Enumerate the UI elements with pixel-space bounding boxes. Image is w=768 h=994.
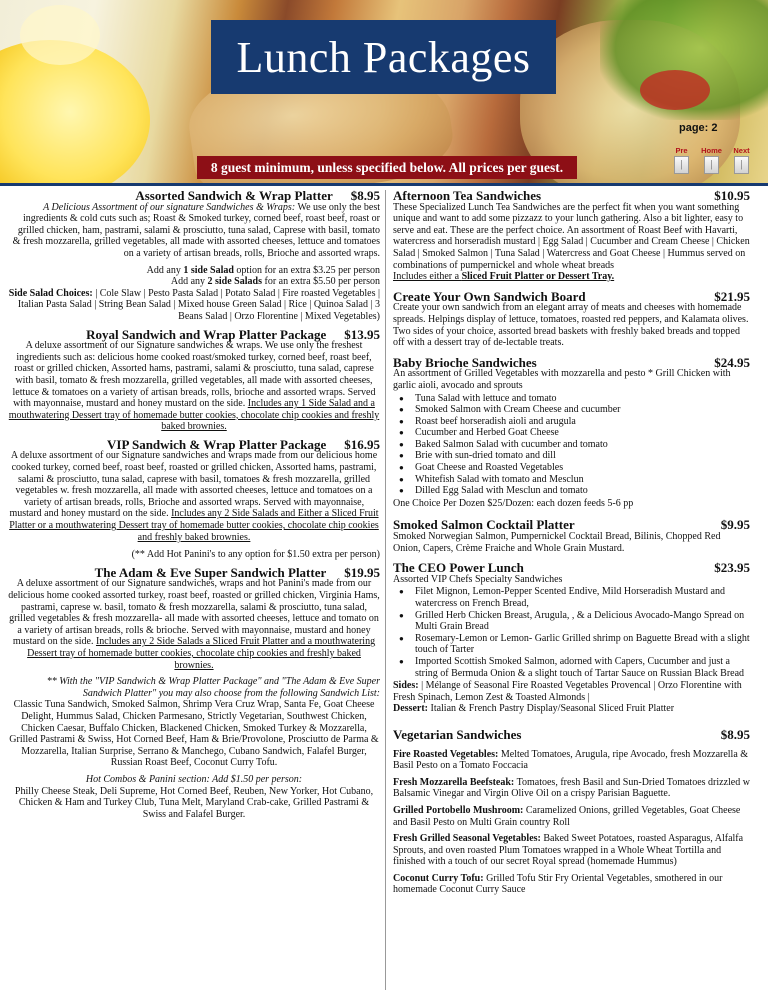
add-option-1: Add any 1 side Salad option for an extra $3.25 per person (146, 264, 380, 276)
left-column (8, 190, 380, 826)
prev-page-icon: | (674, 156, 689, 174)
section-price: $16.95 (344, 436, 380, 452)
nav-next-label: Next (733, 146, 750, 155)
ceo-section (393, 562, 750, 715)
section-desc: Assorted VIP Chefs Specialty Sandwiches (393, 573, 563, 585)
banner: 8 guest minimum, unless specified below. All prices per guest. (197, 156, 577, 179)
adam-eve-section (8, 564, 380, 820)
section-desc: A deluxe assortment of our Signature sandwiches, wraps and hot Panini's made from our delicious home cooked assorted turkey, roast beef, roasted or grilled chicken, Virginia Hams, pastrami, caprese w. basil, tomato & fresh mozzarella, salami & prosciutto, tuna salad, grilled vegetables & fresh mozzarella- all made with assorted cheeses, lettuce and tomato on a variety of artisan breads, rolls & brioche. Served with mayonnaise, mustard and honey mustard on the side. Includes any 2 Side Salads a Sliced Fruit Platter and a mouthwatering Dessert tray of homemade butter cookies, chocolate chip cookies and freshly baked brownies. (8, 578, 380, 671)
brioche-note: One Choice Per Dozen $25/Dozen: each dozen feeds 5-6 pp (393, 497, 634, 509)
section-title: The CEO Power Lunch (393, 560, 524, 576)
veg-item: Coconut Curry Tofu: Grilled Tofu Stir Fry Oriental Vegetables, smothered in our homemade Coconut Curry Sauce (393, 872, 723, 896)
section-desc: Smoked Norwegian Salmon, Pumpernickel Cocktail Bread, Bilinis, Chopped Red Onion, Capers, Crème Fraiche and Whole Grain Mustard. (393, 531, 721, 554)
section-desc: Create your own sandwich from an elegant array of meats and cheeses with homemade spreads. Helpings display of lettuce, tomatoes, roasted red peppers, and Kalamata olives. Two sides of your choice, assorted bread baskets with freshly baked breads and topped off with a dessert tray of de-lectable treats. (393, 302, 749, 349)
board-section (393, 288, 750, 349)
add-option-2: Add any 2 side Salads for an extra $5.50 per person (170, 276, 380, 288)
list-item: ● Smoked Salmon with Cream Cheese and cucumber (399, 404, 750, 416)
veg-item: Fresh Mozzarella Beefsteak: Tomatoes, fresh Basil and Sun-Dried Tomatoes drizzled w Balsamic Vinegar and Virgin Olive Oil on a crispy Parisian Baguette. (393, 776, 750, 800)
list-item: ● Tuna Salad with lettuce and tomato (399, 393, 750, 405)
section-price: $24.95 (714, 354, 750, 370)
section-price: $8.95 (350, 188, 380, 203)
header-rule (0, 183, 768, 186)
page-title: Lunch Packages (236, 32, 531, 82)
assorted-section (8, 190, 380, 323)
nav-next-button[interactable] (728, 146, 755, 174)
section-title: Smoked Salmon Cocktail Platter (393, 517, 575, 533)
section-desc: A deluxe assortment of our Signature sandwiches & wraps. We use only the freshest ingredients such as: delicious home cooked roast/smoked turkey, corned beef, roast beef, roast or grilled chicken, Assorted hams, pastrami, salami & prosciutto, tuna salad, caprese with basil, tomato & fresh mozzarella, grilled vegetables, all made with assorted cheeses, lettuce & tomatoes on a variety of artisan breads, rolls, brioche and assorted wraps. Served with mayonnaise, mustard and honey mustard on the side. Includes any 1 Side Salad and a mouthwatering Dessert tray of homemade butter cookies, chocolate chip cookies and freshly baked brownies. (8, 340, 380, 433)
list-item: ● Goat Cheese and Roasted Vegetables (399, 462, 750, 474)
desc-text: We use only the best ingredients & cold cuts such as; Roast & Smoked turkey, corned beef, roast beef, roast or grilled chicken, ham, pastrami, salami & prosciutto, tuna salad, Caprese with basil, tomato & fresh mozzarella, grilled vegetables, all made with assorted cheeses, lettuce and tomatoes on a variety of artisan breads, rolls, Brioche and assorted wraps. (12, 201, 380, 259)
page-number: page: 2 (679, 122, 718, 134)
list-item: ● Grilled Herb Chicken Breast, Arugula, , & a Delicious Avocado-Mango Spread on Multi Grain Bread (399, 610, 750, 633)
list-item: ● Cucumber and Herbed Goat Cheese (399, 427, 750, 439)
tea-section (393, 190, 750, 283)
includes-link: Includes any 2 Side Salads a Sliced Fruit Platter and a mouthwatering Dessert tray of homemade butter cookies, chocolate chip cookies and freshly baked brownies. (27, 636, 376, 671)
list-item: ● Dilled Egg Salad with Mesclun and tomato (399, 485, 750, 497)
list-item: ● Whitefish Salad with tomato and Mesclun (399, 474, 750, 486)
hot-combos-list: Philly Cheese Steak, Deli Supreme, Hot Corned Beef, Reuben, New Yorker, Hot Cubano, Chicken & Ham and Turkey Club, Tuna Melt, Maryland Crab-cake, Grilled Pastrami & Swiss and Falafel Burger. (14, 785, 374, 820)
list-item: ● Filet Mignon, Lemon-Pepper Scented Endive, Mild Horseradish Mustard and watercress on French Bread, (399, 586, 750, 609)
list-item: ● Roast beef horseradish aioli and arugula (399, 416, 750, 428)
section-desc: An assortment of Grilled Vegetables with mozzarella and pesto * Grill Chicken with garlic aioli, avocado and sprouts (393, 368, 731, 391)
home-page-icon: | (704, 156, 719, 174)
column-divider (385, 190, 386, 990)
desc-intro: A Delicious Assortment of our signature Sandwiches & Wraps: (43, 201, 296, 213)
ceo-list (399, 586, 750, 679)
section-desc (8, 202, 380, 260)
section-desc: A deluxe assortment of our Signature sandwiches and wraps made from our delicious home cooked turkey, corned beef, roast beef, roasted or grilled chicken, Assorted hams, pastrami, salami & prosciutto, tuna salad, caprese with basil, tomatoes & fresh mozzarella, grilled vegetables w. fresh mozzarella, all made with assorted cheeses, lettuce and tomatoes on a variety of artisan breads, rolls, Brioche and assorted wraps. Served with mayonnaise, mustard and honey mustard on the side. Includes any 2 Side Salads and Either a Sliced Fruit Platter or a mouthwatering Dessert tray of homemade butter cookies, chocolate chip cookies and freshly baked brownies. (9, 450, 379, 543)
section-title: Assorted Sandwich & Wrap Platter (135, 188, 333, 203)
brioche-list (399, 393, 750, 497)
section-title: Vegetarian Sandwiches (393, 726, 522, 742)
section-title: VIP Sandwich & Wrap Platter Package (107, 436, 327, 452)
royal-section (8, 326, 380, 433)
salmon-section (393, 519, 750, 554)
nav-home-button[interactable] (698, 146, 725, 174)
side-salad-choices: Side Salad Choices: | Cole Slaw | Pesto Pasta Salad | Potato Salad | Fire roasted Vegetables | Italian Pasta Salad | String Bean Salad | Mixed house Green Salad | Rice | Quinoa Salad | 3 Beans Salad | Orzo Florentine | Mixed Vegetables) (8, 287, 380, 322)
section-price: $10.95 (714, 188, 750, 203)
lemon-highlight (20, 5, 100, 65)
list-item: ● Rosemary-Lemon or Lemon- Garlic Grilled shrimp on Baguette Bread with a slight touch of Tarter (399, 633, 750, 656)
section-title: The Adam & Eve Super Sandwich Platter (94, 564, 327, 580)
section-title: Afternoon Tea Sandwiches (393, 188, 542, 203)
sandwich-list: Classic Tuna Sandwich, Smoked Salmon, Shrimp Vera Cruz Wrap, Santa Fe, Goat Cheese Delight, Hummus Salad, Chicken Parmesano, Strictly Vegetarian, Southwest Chicken, Chicken Caesar, Buffalo Chicken, Blackened Chicken, Smoked Turkey & Mozzarella, Grilled Pastrami & Swiss, Hot Corned Beef, Ham & Brie/Provolone, Prosciutto de Parma & Mozzarella, Italian Surprise, Serrano & Manchego, Cubano Sandwich, Falafel Burger, Russian Roast Beef, Coconut Curry Tofu. (9, 699, 379, 769)
sandwich-list-intro: ** With the "VIP Sandwich & Wrap Platter Package" and "The Adam & Eve Super Sandwich Platter" you may also choose from the following Sandwich List: (46, 676, 380, 699)
right-column (393, 190, 750, 902)
page-nav (668, 146, 755, 174)
list-item: ● Baked Salmon Salad with cucumber and tomato (399, 439, 750, 451)
list-item: ● Brie with sun-dried tomato and dill (399, 450, 750, 462)
hot-combos-intro: Hot Combos & Panini section: Add $1.50 per person: (85, 773, 303, 785)
nav-prev-label: Pre (675, 146, 688, 155)
section-price: $23.95 (714, 560, 750, 576)
next-page-icon: | (734, 156, 749, 174)
includes-link: Includes any 2 Side Salads and Either a Sliced Fruit Platter or a mouthwatering Dessert tray of homemade butter cookies, chocolate chip cookies and freshly baked brownies. (9, 508, 379, 543)
veg-item: Fresh Grilled Seasonal Vegetables: Baked Sweet Potatoes, roasted Asparagus, Alfalfa Sprouts, and oven roasted Plum Tomatoes wrapped in a Whole Wheat Tortilla and finished with a touch of our secret Royal spread (homemade Hummus) (393, 833, 744, 868)
list-item: ● Imported Scottish Smoked Salmon, adorned with Capers, Cucumber and just a string of Bermuda Onion & a slight touch of Tartar Sauce on Russian Black Bread (399, 656, 750, 679)
nav-prev-button[interactable] (668, 146, 695, 174)
section-title: Create Your Own Sandwich Board (393, 288, 586, 304)
vip-section (8, 436, 380, 561)
section-price: $13.95 (344, 326, 380, 342)
title-box (211, 20, 556, 94)
panini-note: (** Add Hot Panini's to any option for $1.50 extra per person) (131, 549, 380, 561)
nav-home-label: Home (701, 146, 722, 155)
ceo-sides: Sides: | Mélange of Seasonal Fire Roasted Vegetables Provencal | Orzo Florentine with Fresh Spinach, Lemon Zest & Toasted Almonds | (393, 680, 742, 703)
section-title: Baby Brioche Sandwiches (393, 354, 537, 370)
section-price: $8.95 (720, 726, 750, 742)
section-title: Royal Sandwich and Wrap Platter Package (86, 326, 327, 342)
section-price: $21.95 (714, 288, 750, 304)
section-price: $19.95 (344, 564, 380, 580)
section-price: $9.95 (720, 517, 750, 533)
includes-link: Includes any 1 Side Salad and a mouthwatering Dessert tray of homemade butter cookies, chocolate chip cookies and freshly baked brownies. (8, 398, 380, 433)
veg-item: Fire Roasted Vegetables: Melted Tomatoes, Arugula, ripe Avocado, fresh Mozzarella & Basil Pesto on a Tomato Foccacia (393, 748, 749, 772)
section-desc: These Specialized Lunch Tea Sandwiches are the perfect fit when you want something unique and want to add some pizzazz to your lunch gathering. Also a bit lighter, easy to serve and eat. These are the perfect choice. An assortment of Roast Beef with Havarti, watercress and horseradish mustard | Egg Salad | Cucumber and Cream Cheese | Chicken Salad | Smoked Salmon | Tuna Salad | Watercress and Goat Cheese | Hummus served on combinations of pumpernickel and whole wheat breads (393, 201, 750, 271)
includes-link: Includes either a Sliced Fruit Platter or Dessert Tray. (393, 271, 615, 283)
pepper-photo (640, 70, 710, 110)
brioche-section (393, 354, 750, 510)
veg-item: Grilled Portobello Mushroom: Caramelized Onions, grilled Vegetables, Goat Cheese and Basil Pesto on Multi Grain country Roll (393, 804, 741, 828)
ceo-dessert: Dessert: Italian & French Pastry Display/Seasonal Sliced Fruit Platter (393, 703, 675, 715)
vegetarian-section (393, 726, 750, 896)
